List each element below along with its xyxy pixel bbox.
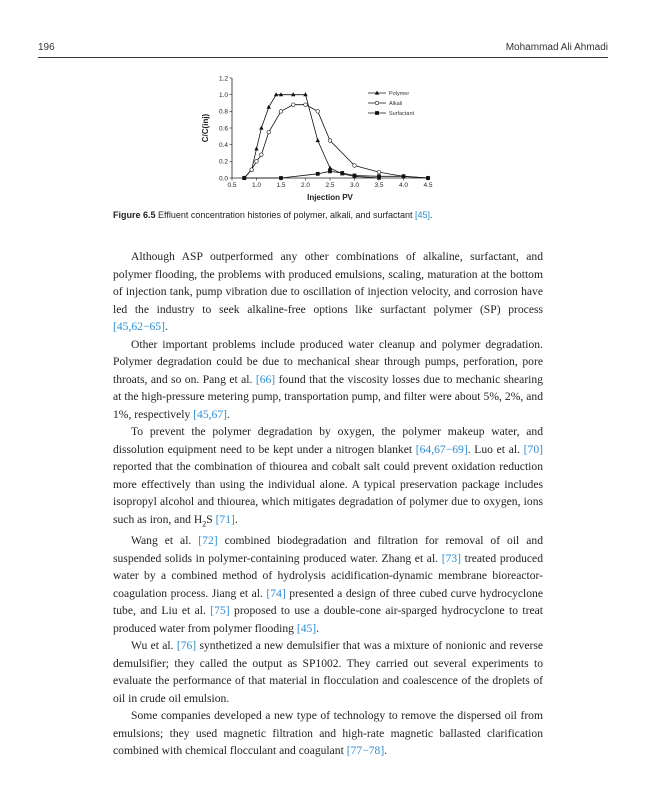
surfactant-point (316, 172, 320, 176)
citation-link[interactable]: [70] (523, 442, 543, 456)
figure-caption (113, 209, 543, 221)
x-tick-label: 3.0 (349, 182, 360, 189)
paragraph-text: . (226, 407, 230, 421)
figure-label: Figure 6.5 (113, 210, 156, 220)
polymer-point (279, 92, 283, 96)
y-tick-label: 0.2 (218, 158, 228, 166)
paragraph (113, 637, 543, 707)
alkali-point (267, 130, 271, 134)
polymer-line (244, 95, 379, 178)
page-header (38, 38, 608, 58)
citation-link[interactable]: [75] (210, 604, 230, 618)
legend-polymer-marker (375, 91, 379, 95)
paragraph-text: . (234, 512, 238, 526)
chart-legend (368, 91, 415, 117)
header-rule (38, 57, 608, 58)
citation-link[interactable]: [66] (255, 372, 276, 386)
paragraph-text: Other important problems include produced water cleanup and polymer degradation. Polymer degradation could be due to mechanical shear through pumps, perforation, pore throats, and so on. Pang et al. (113, 337, 543, 386)
figure-caption-end: . (430, 210, 433, 220)
paragraph-text: To prevent the polymer degradation by oxygen, the polymer makeup water, and dissolution equipment need to be kept under a nitrogen blanket (113, 425, 543, 456)
polymer-series (242, 92, 381, 179)
paragraph (113, 423, 543, 532)
surfactant-point (242, 176, 246, 180)
alkali-point (250, 168, 254, 172)
alkali-point (353, 164, 357, 168)
paragraph-text: . Luo et al. (467, 442, 524, 456)
polymer-point (303, 92, 307, 96)
surfactant-point (402, 174, 406, 178)
paragraph (113, 248, 543, 336)
legend-alkali-marker (375, 101, 379, 105)
surfactant-point (353, 174, 357, 178)
citation-link[interactable]: [45] (296, 621, 317, 635)
x-axis-label: Injection PV (307, 193, 353, 202)
figure-caption-ref[interactable]: [45] (415, 210, 431, 220)
citation-link[interactable]: [72] (198, 534, 218, 548)
effluent-chart (190, 70, 450, 210)
subscript: 2 (202, 518, 207, 528)
legend-surfactant-marker (375, 111, 379, 115)
polymer-point (291, 92, 295, 96)
alkali-point (279, 110, 283, 114)
citation-link[interactable]: [71] (215, 512, 235, 526)
paragraph-text: found that the viscosity losses due to mechanic shearing at the high-pressure metering pump, transportation pump, and filter were about 5%, 2%, and 1%, respectively (113, 372, 543, 421)
polymer-point (328, 166, 332, 170)
alkali-point (260, 153, 264, 157)
y-tick-label: 0.6 (218, 125, 228, 133)
alkali-point (304, 103, 308, 107)
paragraph-text: combined biodegradation and filtration for removal of oil and suspended solids in polymer-containing produced water. Zhang et al. (113, 534, 543, 565)
body-text (113, 248, 543, 760)
paragraph-text: reported that the combination of thiourea and cobalt salt could prevent oxidation reduction more effectively than using the individual alone. A typical preservation package includes isopropyl alcohol and thiourea, which mitigates degradation of polymer due to oxygen, ions such as iron, and H (113, 460, 543, 526)
paragraph-text: Some companies developed a new type of technology to remove the dispersed oil from emulsions; they used magnetic filtration and high-rate magnetic ballasted clarification combined with chemical flocculant and coagulant (113, 709, 543, 758)
page-number: 196 (38, 42, 55, 53)
alkali-point (377, 170, 381, 174)
y-tick-label: 0.4 (218, 141, 228, 149)
citation-link[interactable]: [73] (441, 551, 462, 565)
surfactant-line (244, 171, 428, 178)
y-tick-label: 0.8 (218, 108, 228, 116)
x-tick-label: 1.5 (276, 182, 286, 189)
figure-caption-text: Effluent concentration histories of polymer, alkali, and surfactant (158, 210, 413, 220)
legend-alkali-label: Alkali (389, 101, 403, 107)
alkali-point (316, 110, 320, 114)
paragraph-text: S (206, 512, 216, 526)
citation-link[interactable]: [45,67] (193, 407, 227, 421)
paragraph-text: treated produced water by a combined method of hydrolysis acidification-dynamic membrane bioreactor-coagulation process. Jiang et al. (113, 551, 543, 600)
paragraph-text: . (384, 744, 388, 758)
y-tick-label: 0.0 (218, 175, 228, 183)
polymer-point (274, 92, 278, 96)
citation-link[interactable]: [74] (266, 586, 286, 600)
alkali-point (255, 160, 259, 164)
legend-polymer-label: Polymer (389, 91, 410, 97)
citation-link[interactable]: [45,62−65] (113, 320, 165, 333)
y-tick-label: 1.0 (218, 91, 228, 99)
polymer-point (316, 138, 320, 142)
paragraph (113, 707, 543, 760)
paragraph-text: presented a design of three cubed curve hydrocyclone tube, and Liu et al. (113, 586, 543, 618)
x-tick-label: 0.5 (227, 182, 237, 189)
citation-link[interactable]: [64,67−69] (415, 442, 468, 456)
citation-link[interactable]: [77−78] (346, 744, 385, 758)
x-tick-label: 2.5 (325, 182, 335, 189)
polymer-point (267, 105, 271, 109)
paragraph-text: Wang et al. (131, 534, 199, 548)
paragraph-text: . (316, 621, 320, 635)
surfactant-point (328, 169, 332, 173)
paragraph (113, 532, 543, 637)
x-tick-label: 1.0 (251, 182, 262, 189)
polymer-point (259, 126, 263, 130)
legend-surfactant-label: Surfactant (389, 111, 415, 117)
polymer-point (254, 146, 258, 150)
x-tick-label: 4.5 (423, 182, 433, 189)
x-tick-label: 3.5 (374, 182, 384, 189)
x-tick-label: 4.0 (398, 182, 409, 189)
paragraph-text: Although ASP outperformed any other combinations of alkaline, surfactant, and polymer flooding, the problems with produced emulsions, scaling, maturation at the bottom of injection tank, pump vibration due to oscillation of injection velocity, and corrosion have led the industry to seek alkaline-free options like surfactant polymer (SP) process (113, 250, 543, 316)
surfactant-point (279, 176, 283, 180)
paragraph-text: proposed to use a double-cone air-sparged hydrocyclone to treat produced water from polymer flooding (113, 604, 543, 635)
x-tick-label: 2.0 (300, 182, 311, 189)
surfactant-point (426, 176, 430, 180)
paragraph-text: synthetized a new demulsifier that was a mixture of nonionic and reverse demulsifier; they called the output as SP1002. They carried out several experiments to evaluate the performance of that material in flocculation and coalescence of the droplets of oil in crude oil emulsion. (113, 639, 543, 705)
y-axis-label: C/C(inj) (201, 113, 210, 143)
surfactant-point (377, 174, 381, 178)
alkali-point (291, 103, 295, 107)
paragraph-text: Wu et al. (131, 639, 177, 653)
running-author: Mohammad Ali Ahmadi (505, 42, 608, 53)
y-tick-label: 1.2 (218, 75, 228, 83)
citation-link[interactable]: [76] (176, 639, 197, 653)
paragraph-text: . (164, 320, 168, 333)
paragraph (113, 336, 543, 424)
surfactant-point (340, 171, 344, 175)
alkali-point (328, 139, 332, 143)
